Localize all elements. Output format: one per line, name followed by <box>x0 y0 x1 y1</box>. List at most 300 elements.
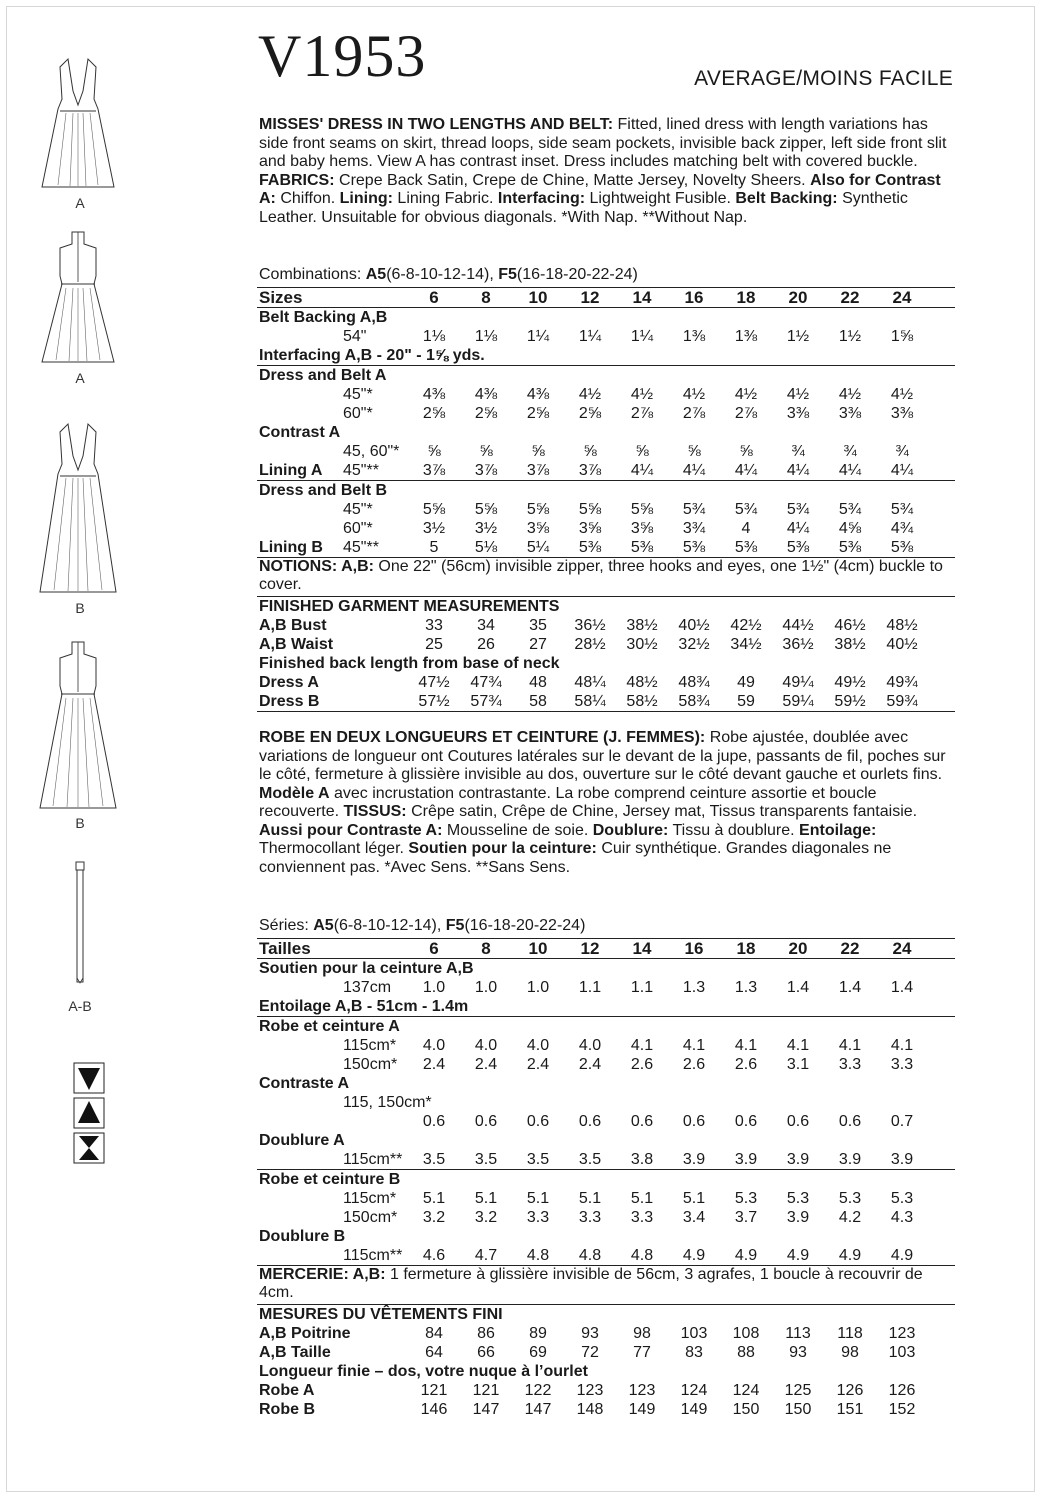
size-cell: 103 <box>680 1325 708 1342</box>
size-cell: 5⅜ <box>786 539 810 556</box>
size-cell: 16 <box>684 288 704 307</box>
size-cell: 1.1 <box>578 979 602 996</box>
size-cell: 0.7 <box>890 1113 914 1130</box>
size-cell: 59¾ <box>886 693 918 710</box>
size-cell: 49¾ <box>886 674 918 691</box>
size-cell: 2⅝ <box>578 405 602 422</box>
table-row <box>257 461 955 481</box>
size-cell: 4.0 <box>578 1037 602 1054</box>
size-cell: 89 <box>529 1325 547 1342</box>
dress-view-a-collar-drawing <box>38 230 118 365</box>
row-title: Lining A <box>259 462 323 479</box>
size-cell: 5⅝ <box>630 501 654 518</box>
size-cell: 5.1 <box>630 1190 654 1207</box>
size-cell: ⅝ <box>739 443 753 460</box>
size-cell: 1¼ <box>630 328 654 345</box>
size-cell: 2.4 <box>474 1056 498 1073</box>
size-cell: 3.9 <box>786 1209 810 1226</box>
english-title: MISSES' DRESS IN TWO LENGTHS AND BELT: <box>259 116 614 133</box>
size-cell: 69 <box>529 1344 547 1361</box>
size-cell: 151 <box>836 1401 864 1418</box>
size-cell: 0.6 <box>682 1113 706 1130</box>
size-cell: 1⅛ <box>422 328 446 345</box>
table-row <box>257 1112 955 1131</box>
size-cell: 64 <box>425 1344 443 1361</box>
size-cell: 3.9 <box>734 1151 758 1168</box>
size-cell: 4½ <box>786 386 810 403</box>
row-title: Dress and Belt B <box>259 482 388 499</box>
size-cell: 8 <box>481 939 491 958</box>
row-title: Dress A <box>259 674 319 691</box>
size-cell: 58¼ <box>574 693 606 710</box>
lining-label: Lining: <box>339 190 393 207</box>
size-cell: 3.5 <box>422 1151 446 1168</box>
size-cell: 34½ <box>730 636 762 653</box>
width-label: 60"* <box>343 520 373 537</box>
size-cell: 1.0 <box>422 979 446 996</box>
size-cell: 5¾ <box>682 501 706 518</box>
size-cell: 4½ <box>630 386 654 403</box>
table-row <box>257 1055 955 1074</box>
sizes-header-row <box>257 287 955 308</box>
row-title: Dress B <box>259 693 320 710</box>
size-cell: 16 <box>684 939 704 958</box>
table-row <box>257 1074 955 1093</box>
size-cell: 4¼ <box>734 462 758 479</box>
size-cell: 2⅞ <box>630 405 654 422</box>
size-cell: 123 <box>576 1382 604 1399</box>
row-title: Belt Backing A,B <box>259 309 388 326</box>
size-cell: 5⅛ <box>474 539 498 556</box>
size-cell: ¾ <box>791 443 805 460</box>
size-cell: 2.4 <box>578 1056 602 1073</box>
size-cell: 108 <box>732 1325 760 1342</box>
notions-text: One 22" (56cm) invisible zipper, three hooks and eyes, one 1½" (4cm) buckle to cover. <box>259 558 943 593</box>
size-cell: 48½ <box>626 674 658 691</box>
dress-view-b-halter-drawing <box>38 420 118 595</box>
row-title: A,B Poitrine <box>259 1325 351 1342</box>
row-title: Soutien pour la ceinture A,B <box>259 960 474 977</box>
table-row <box>257 327 955 346</box>
width-label: 45, 60"* <box>343 443 400 460</box>
dress-view-a-halter-drawing <box>38 55 118 190</box>
size-cell: 32½ <box>678 636 710 653</box>
notions-text: 1 fermeture à glissière invisible de 56cm, 3 agrafes, 1 boucle à recouvrir de 4cm. <box>259 1266 923 1301</box>
size-cell: 5.1 <box>474 1190 498 1207</box>
size-cell: 2.4 <box>422 1056 446 1073</box>
size-cell: 93 <box>581 1325 599 1342</box>
size-cell: 1.1 <box>630 979 654 996</box>
size-cell: 4 <box>741 520 751 537</box>
size-cell: 77 <box>633 1344 651 1361</box>
size-cell: 3.7 <box>734 1209 758 1226</box>
size-cell: 40½ <box>678 617 710 634</box>
width-label: 45"* <box>343 501 373 518</box>
size-cell: 4¼ <box>786 462 810 479</box>
size-cell: 34 <box>477 617 495 634</box>
size-cell: 1⅛ <box>474 328 498 345</box>
size-cell: 1¼ <box>526 328 550 345</box>
fabrics-text: Crêpe satin, Crêpe de Chine, Jersey mat, Tissus transparents fantaisie. <box>411 803 918 820</box>
size-cell: 4.1 <box>786 1037 810 1054</box>
size-cell: 83 <box>685 1344 703 1361</box>
size-cell: 3.9 <box>838 1151 862 1168</box>
notions-row <box>257 1266 955 1305</box>
size-cell: 3.5 <box>578 1151 602 1168</box>
interfacing-text: Lightweight Fusible. <box>589 190 731 207</box>
size-cell: 5¾ <box>786 501 810 518</box>
interfacing-label: Interfacing: <box>497 190 586 207</box>
width-label: 60"* <box>343 405 373 422</box>
size-cell: ⅝ <box>687 443 701 460</box>
size-cell: 18 <box>736 288 756 307</box>
row-title: A,B Bust <box>259 617 327 634</box>
table-row <box>257 404 955 423</box>
size-cell: 3⅞ <box>526 462 550 479</box>
size-cell: 5 <box>429 539 439 556</box>
contrast-label: Also for Contrast A: <box>259 171 941 207</box>
row-title: Robe et ceinture B <box>259 1171 401 1188</box>
size-cell: 5⅝ <box>526 501 550 518</box>
size-cell: 22 <box>840 288 860 307</box>
table-row <box>257 1017 955 1036</box>
size-cell: 4.1 <box>630 1037 654 1054</box>
size-cell: 44½ <box>782 617 814 634</box>
table-row <box>257 385 955 404</box>
size-cell: 88 <box>737 1344 755 1361</box>
english-yardage-table <box>257 287 955 712</box>
size-cell: 3⅜ <box>838 405 862 422</box>
belt-backing-label: Soutien pour la ceinture: <box>408 840 597 857</box>
size-cell: 147 <box>524 1401 552 1418</box>
sizes-label: Tailles <box>259 939 311 958</box>
table-row <box>257 1324 955 1343</box>
row-title: Lining B <box>259 539 323 556</box>
back-length-title: Longueur finie – dos, votre nuque à l’ourlet <box>259 1363 588 1380</box>
size-cell: 123 <box>628 1382 656 1399</box>
table-row <box>257 308 955 327</box>
width-label: 115, 150cm* <box>343 1094 432 1111</box>
view-label: B <box>75 600 85 616</box>
size-cell: 0.6 <box>734 1113 758 1130</box>
table-row <box>257 500 955 519</box>
table-row <box>257 1036 955 1055</box>
french-description <box>259 729 959 877</box>
size-cell: 2⅞ <box>682 405 706 422</box>
size-cell: 4.1 <box>838 1037 862 1054</box>
without-nap-hourglass-icon <box>73 1132 105 1164</box>
size-cell: 49½ <box>834 674 866 691</box>
size-cell: 1½ <box>838 328 862 345</box>
size-cell: 58¾ <box>678 693 710 710</box>
size-cell: 3.9 <box>890 1151 914 1168</box>
pattern-number: V1953 <box>258 23 427 89</box>
size-cell: 86 <box>477 1325 495 1342</box>
table-row <box>257 692 955 712</box>
size-cell: 3⅞ <box>422 462 446 479</box>
size-cell: 20 <box>788 939 808 958</box>
row-title: Robe A <box>259 1382 315 1399</box>
size-cell: 3.5 <box>474 1151 498 1168</box>
view-label: A-B <box>68 998 92 1014</box>
size-cell: 3.5 <box>526 1151 550 1168</box>
size-cell: 58 <box>529 693 547 710</box>
table-row <box>257 959 955 978</box>
size-cell: 24 <box>892 939 912 958</box>
size-cell: 98 <box>633 1325 651 1342</box>
with-nap-up-triangle-icon <box>73 1097 105 1129</box>
table-row <box>257 1208 955 1227</box>
french-title: ROBE EN DEUX LONGUEURS ET CEINTURE (J. FEMMES): <box>259 729 706 746</box>
size-cell: 26 <box>477 636 495 653</box>
size-cell: 49 <box>737 674 755 691</box>
size-cell: ⅝ <box>635 443 649 460</box>
size-cell: 14 <box>632 939 652 958</box>
combinations-label: Séries: <box>259 917 309 934</box>
size-cell: 1.0 <box>474 979 498 996</box>
size-cell: 10 <box>528 939 548 958</box>
size-cell: 4¼ <box>838 462 862 479</box>
size-cell: 57½ <box>418 693 450 710</box>
size-cell: 3.3 <box>526 1209 550 1226</box>
size-cell: 25 <box>425 636 443 653</box>
combo-f-sizes: (16-18-20-22-24) <box>516 266 638 283</box>
size-cell: 4⅜ <box>422 386 446 403</box>
table-row <box>257 997 955 1017</box>
size-cell: 4¼ <box>682 462 706 479</box>
size-cell: 124 <box>680 1382 708 1399</box>
finished-measurements-title: FINISHED GARMENT MEASUREMENTS <box>259 598 560 615</box>
size-cell: 4½ <box>578 386 602 403</box>
table-row <box>257 654 955 673</box>
table-row <box>257 1227 955 1246</box>
finished-measurements-title: MESURES DU VÊTEMENTS FINI <box>259 1306 503 1323</box>
size-cell: 5⅜ <box>838 539 862 556</box>
size-cell: 5¾ <box>890 501 914 518</box>
size-cell: 4½ <box>734 386 758 403</box>
size-cell: 3.8 <box>630 1151 654 1168</box>
view-sidebar <box>10 50 150 1210</box>
size-cell: 5.1 <box>422 1190 446 1207</box>
size-cell: 48¾ <box>678 674 710 691</box>
size-cell: 5.1 <box>526 1190 550 1207</box>
combo-f-sizes: (16-18-20-22-24) <box>464 917 586 934</box>
fabrics-label: TISSUS: <box>343 803 407 820</box>
combo-a-code: A5 <box>365 266 387 283</box>
table-row <box>257 1305 955 1324</box>
lining-text: Tissu à doublure. <box>672 821 795 839</box>
combo-a-code: A5 <box>313 917 334 934</box>
sizes-header-row <box>257 938 955 959</box>
table-row <box>257 1170 955 1189</box>
size-cell: 10 <box>528 288 548 307</box>
size-cell: 4⅝ <box>838 520 862 537</box>
size-cell: 125 <box>784 1382 812 1399</box>
size-cell: 3⅝ <box>630 520 654 537</box>
size-cell: 59½ <box>834 693 866 710</box>
size-cell: 152 <box>888 1401 916 1418</box>
size-cell: 3.3 <box>630 1209 654 1226</box>
size-cell: 4.9 <box>682 1247 706 1264</box>
size-cell: 150 <box>784 1401 812 1418</box>
combo-a-sizes: (6-8-10-12-14), <box>386 266 494 283</box>
size-cell: 148 <box>576 1401 604 1418</box>
size-cell: 4.8 <box>526 1247 550 1264</box>
size-cell: 5.1 <box>682 1190 706 1207</box>
table-row <box>257 1131 955 1150</box>
width-label: 115cm** <box>343 1247 403 1264</box>
size-cell: 4.1 <box>734 1037 758 1054</box>
size-cell: 149 <box>680 1401 708 1418</box>
combinations-label: Combinations: <box>259 266 362 283</box>
size-cell: 4¼ <box>890 462 914 479</box>
size-cell: 30½ <box>626 636 658 653</box>
size-cell: 126 <box>836 1382 864 1399</box>
size-cell: 4¾ <box>890 520 914 537</box>
view-label: B <box>75 815 85 831</box>
size-cell: 2⅝ <box>474 405 498 422</box>
size-cell: 3⅝ <box>526 520 550 537</box>
size-cell: 5¼ <box>526 539 550 556</box>
size-cell: 4.9 <box>890 1247 914 1264</box>
row-title: Robe et ceinture A <box>259 1018 400 1035</box>
size-cell: 1.4 <box>786 979 810 996</box>
size-cell: 3.3 <box>890 1056 914 1073</box>
size-cell: 46½ <box>834 617 866 634</box>
size-cell: 118 <box>837 1325 863 1342</box>
interfacing-label: Entoilage: <box>799 821 877 839</box>
model-text: avec incrustation contrastante. La robe comprend ceinture assortie et boucle recouverte. <box>259 784 877 820</box>
row-title: Doublure B <box>259 1228 346 1245</box>
size-cell: 4⅜ <box>474 386 498 403</box>
size-cell: 1.0 <box>526 979 550 996</box>
size-cell: 4½ <box>890 386 914 403</box>
size-cell: 1.4 <box>838 979 862 996</box>
size-cell: 2.4 <box>526 1056 550 1073</box>
size-cell: 0.6 <box>630 1113 654 1130</box>
size-cell: 4.0 <box>474 1037 498 1054</box>
fabrics-label: FABRICS: <box>259 171 335 189</box>
size-cell: 3⅞ <box>474 462 498 479</box>
size-cell: 0.6 <box>786 1113 810 1130</box>
size-cell: 5⅜ <box>734 539 758 556</box>
size-cell: 3⅝ <box>578 520 602 537</box>
model-label: Modèle A <box>259 784 330 802</box>
row-title: Contraste A <box>259 1075 350 1092</box>
width-label: 115cm** <box>343 1151 403 1168</box>
size-cell: 4.1 <box>890 1037 914 1054</box>
size-cell: 5¾ <box>838 501 862 518</box>
size-cell: 5.3 <box>838 1190 862 1207</box>
size-cell: 59¼ <box>782 693 814 710</box>
size-cell: 1.3 <box>682 979 706 996</box>
size-cell: 4.7 <box>474 1247 498 1264</box>
dress-view-b-collar-drawing <box>38 640 118 810</box>
size-cell: 1½ <box>786 328 810 345</box>
size-cell: 1⅝ <box>890 328 914 345</box>
size-cell: 72 <box>581 1344 599 1361</box>
view-label: A <box>75 370 85 386</box>
width-label: 45"** <box>343 462 379 479</box>
size-cell: 3.9 <box>682 1151 706 1168</box>
table-row <box>257 1343 955 1362</box>
size-cell: 33 <box>425 617 443 634</box>
size-cell: 4.2 <box>838 1209 862 1226</box>
back-length-title: Finished back length from base of neck <box>259 655 560 672</box>
row-title: Contrast A <box>259 424 341 441</box>
size-cell: 2⅝ <box>526 405 550 422</box>
size-cell: 1.3 <box>734 979 758 996</box>
size-cell: 3½ <box>474 520 498 537</box>
size-cell: 35 <box>529 617 547 634</box>
size-cell: 4.1 <box>682 1037 706 1054</box>
with-nap-down-triangle-icon <box>73 1062 105 1094</box>
table-row <box>257 1381 955 1400</box>
size-cell: 3⅞ <box>578 462 602 479</box>
size-cell: 103 <box>888 1344 916 1361</box>
size-cell: ⅝ <box>479 443 493 460</box>
size-cell: 4.9 <box>838 1247 862 1264</box>
size-cell: 2⅞ <box>734 405 758 422</box>
size-cell: 36½ <box>782 636 814 653</box>
combo-f-code: F5 <box>445 917 465 934</box>
size-cell: 57¾ <box>470 693 502 710</box>
table-row <box>257 597 955 616</box>
size-cell: 4.9 <box>734 1247 758 1264</box>
width-label: 115cm* <box>343 1037 397 1054</box>
width-label: 45"** <box>343 539 379 556</box>
size-cell: 14 <box>632 288 652 307</box>
size-cell: 49¼ <box>782 674 814 691</box>
size-cell: 149 <box>628 1401 656 1418</box>
sizes-label: Sizes <box>259 288 303 307</box>
size-cell: 36½ <box>574 617 606 634</box>
size-cell: 122 <box>524 1382 552 1399</box>
combo-f-code: F5 <box>498 266 517 283</box>
table-row <box>257 1362 955 1381</box>
size-cell: 5⅜ <box>578 539 602 556</box>
table-row <box>257 423 955 442</box>
width-label: 150cm* <box>343 1209 398 1226</box>
size-cell: 4.8 <box>578 1247 602 1264</box>
size-cell: 12 <box>580 939 600 958</box>
size-cell: 0.6 <box>578 1113 602 1130</box>
table-row <box>257 1400 955 1419</box>
english-combinations <box>259 266 638 284</box>
size-cell: 5⅜ <box>682 539 706 556</box>
french-description-text: Robe ajustée, doublée avec variations de longueur ont Coutures latérales sur le devant de la jupe, passants de fil, poches sur le côté, fermeture à glissière invisible au dos, ouverture sur le côté devant gauche et ourlets fins. <box>259 729 946 783</box>
size-cell: 28½ <box>574 636 606 653</box>
size-cell: 121 <box>472 1382 500 1399</box>
table-row <box>257 1189 955 1208</box>
table-row <box>257 978 955 997</box>
size-cell: 59 <box>737 693 755 710</box>
table-row <box>257 673 955 692</box>
size-cell: 58½ <box>626 693 658 710</box>
lining-label: Doublure: <box>592 821 669 839</box>
fabrics-text: Crepe Back Satin, Crepe de Chine, Matte Jersey, Novelty Sheers. <box>339 171 806 189</box>
size-cell: 126 <box>888 1382 916 1399</box>
interfacing-text: Thermocollant léger. <box>259 840 404 857</box>
size-cell: 5.1 <box>578 1190 602 1207</box>
size-cell: 0.6 <box>474 1113 498 1130</box>
size-cell: 4.6 <box>422 1247 446 1264</box>
size-cell: 0.6 <box>422 1113 446 1130</box>
size-cell: 3⅜ <box>890 405 914 422</box>
french-metrage-table <box>257 938 955 1419</box>
width-label: 115cm* <box>343 1190 397 1207</box>
size-cell: ⅝ <box>531 443 545 460</box>
